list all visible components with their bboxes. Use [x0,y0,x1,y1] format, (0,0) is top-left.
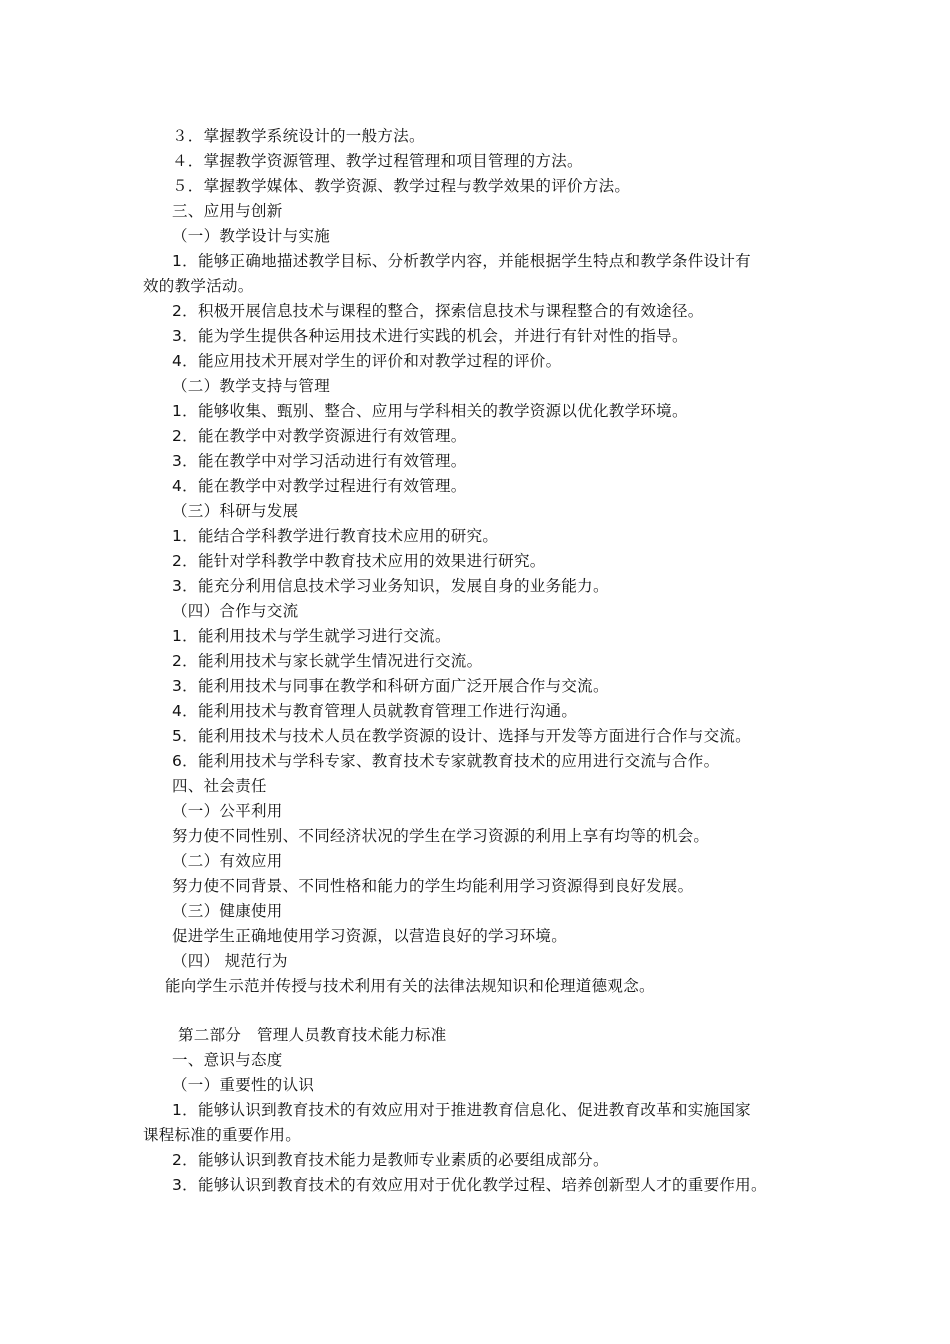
subsection-heading: （二）有效应用 [172,852,283,870]
part-heading: 第二部分 管理人员教育技术能力标准 [178,1026,447,1044]
text-line: 3．能为学生提供各种运用技术进行实践的机会，并进行有针对性的指导。 [172,327,688,345]
text-line: 3．能充分利用信息技术学习业务知识，发展自身的业务能力。 [172,577,609,595]
text-line: 1．能够认识到教育技术的有效应用对于推进教育信息化、促进教育改革和实施国家 [172,1101,751,1119]
text-line: 1．能够正确地描述教学目标、分析教学内容，并能根据学生特点和教学条件设计有 [172,252,751,270]
text-line: 促进学生正确地使用学习资源，以营造良好的学习环境。 [172,927,568,945]
section-heading: 四、社会责任 [172,777,267,795]
text-line: 4．能应用技术开展对学生的评价和对教学过程的评价。 [172,352,562,370]
text-line: 5．能利用技术与技术人员在教学资源的设计、选择与开发等方面进行合作与交流。 [172,727,751,745]
text-line: ５．掌握教学媒体、教学资源、教学过程与教学效果的评价方法。 [172,177,631,195]
subsection-heading: （一）教学设计与实施 [172,227,331,245]
text-line: 能向学生示范并传授与技术利用有关的法律法规知识和伦理道德观念。 [165,977,655,995]
subsection-heading: （三）健康使用 [172,902,283,920]
subsection-heading: （四） 规范行为 [172,952,288,970]
text-line: 课程标准的重要作用。 [143,1126,302,1144]
text-line: 1．能够收集、甄别、整合、应用与学科相关的教学资源以优化教学环境。 [172,402,688,420]
text-line: 2．能针对学科教学中教育技术应用的效果进行研究。 [172,552,546,570]
text-line: ４．掌握教学资源管理、教学过程管理和项目管理的方法。 [172,152,583,170]
subsection-heading: （三）科研与发展 [172,502,299,520]
subsection-heading: （二）教学支持与管理 [172,377,331,395]
text-line: 3．能够认识到教育技术的有效应用对于优化教学过程、培养创新型人才的重要作用。 [172,1176,767,1194]
text-line: 1．能结合学科教学进行教育技术应用的研究。 [172,527,499,545]
text-line: 3．能利用技术与同事在教学和科研方面广泛开展合作与交流。 [172,677,609,695]
section-heading: 一、意识与态度 [172,1051,283,1069]
text-line: 2．能利用技术与家长就学生情况进行交流。 [172,652,483,670]
text-line: 努力使不同性别、不同经济状况的学生在学习资源的利用上享有均等的机会。 [172,827,710,845]
text-line: 1．能利用技术与学生就学习进行交流。 [172,627,451,645]
text-line: 4．能在教学中对教学过程进行有效管理。 [172,477,467,495]
text-line: 3．能在教学中对学习活动进行有效管理。 [172,452,467,470]
text-line: 2．能在教学中对教学资源进行有效管理。 [172,427,467,445]
section-heading: 三、应用与创新 [172,202,283,220]
text-line: ３．掌握教学系统设计的一般方法。 [172,127,425,145]
text-line: 6．能利用技术与学科专家、教育技术专家就教育技术的应用进行交流与合作。 [172,752,720,770]
text-line: 努力使不同背景、不同性格和能力的学生均能利用学习资源得到良好发展。 [172,877,694,895]
text-line: 效的教学活动。 [143,277,254,295]
subsection-heading: （一）公平利用 [172,802,283,820]
text-line: 2．积极开展信息技术与课程的整合，探索信息技术与课程整合的有效途径。 [172,302,704,320]
text-line: 2．能够认识到教育技术能力是教师专业素质的必要组成部分。 [172,1151,609,1169]
subsection-heading: （一）重要性的认识 [172,1076,315,1094]
text-line: 4．能利用技术与教育管理人员就教育管理工作进行沟通。 [172,702,578,720]
subsection-heading: （四）合作与交流 [172,602,299,620]
